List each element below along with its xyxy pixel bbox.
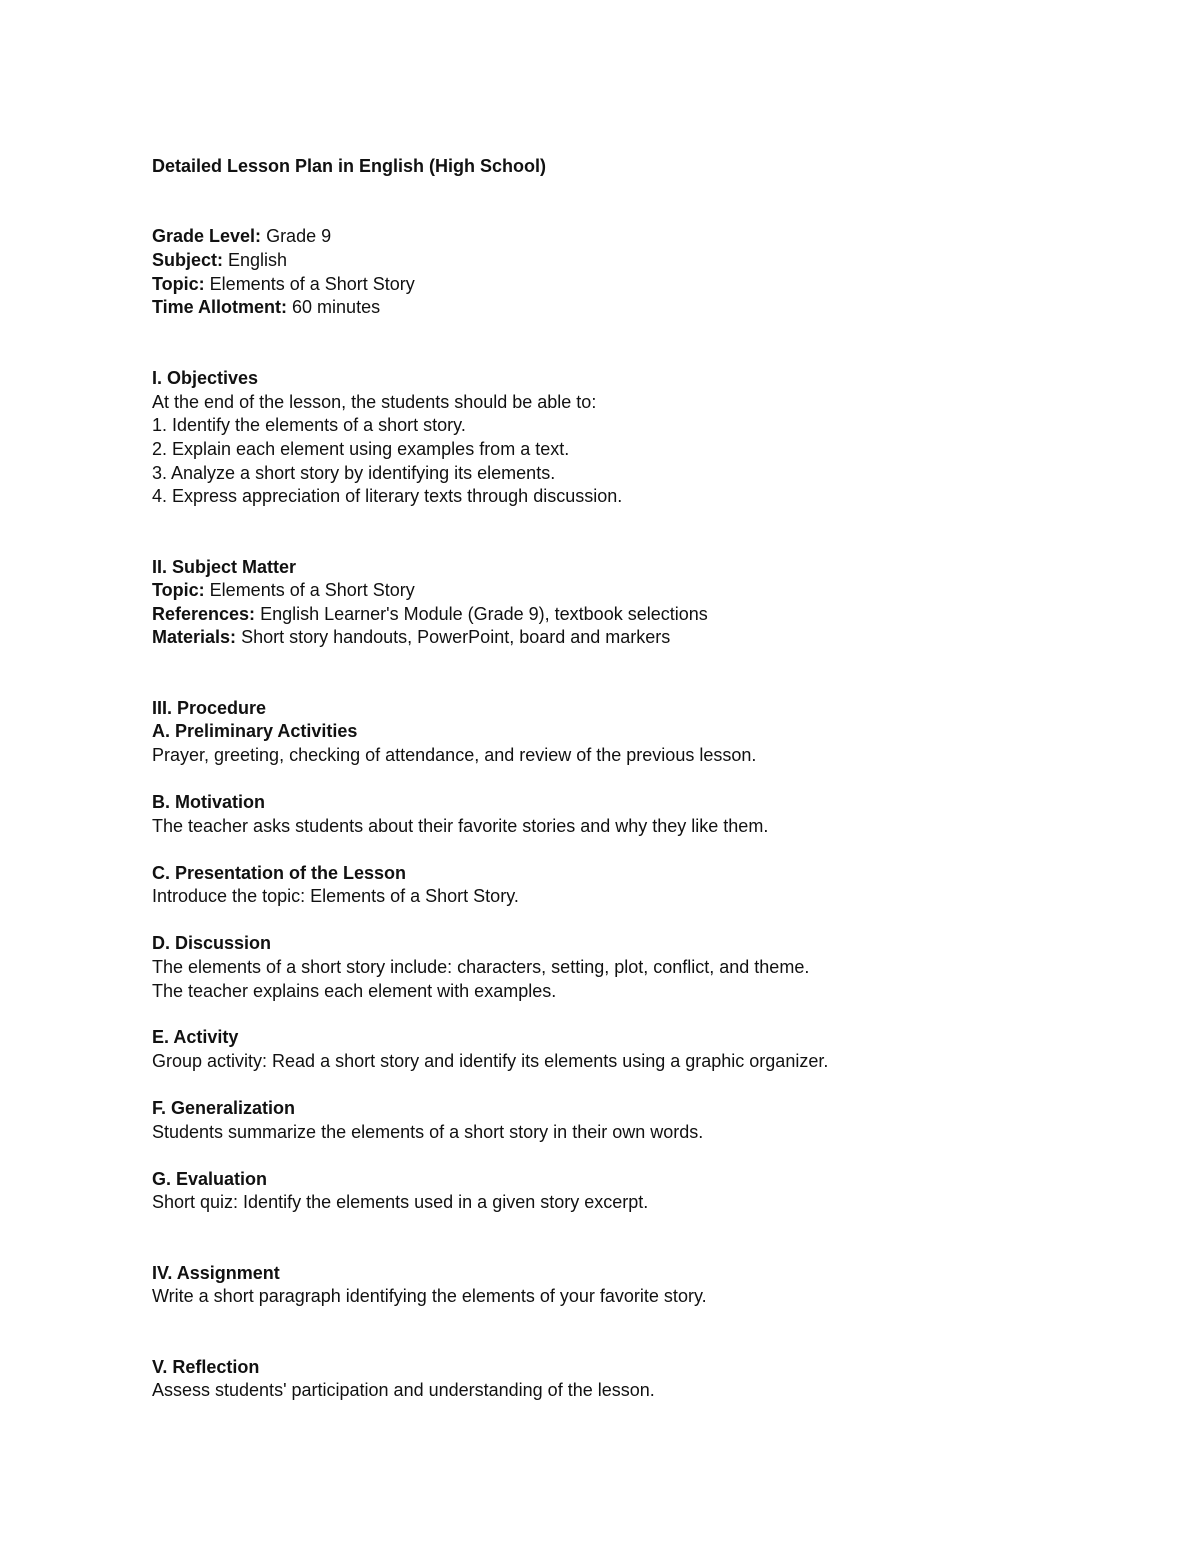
- materials-label: Materials:: [152, 627, 237, 647]
- references-label: References:: [152, 604, 256, 624]
- topic-line: [152, 272, 415, 296]
- reflection-heading: V. Reflection: [152, 1357, 260, 1377]
- objective-item: 2. Explain each element using examples from a text.: [152, 439, 570, 459]
- subject-matter-heading: II. Subject Matter: [152, 557, 297, 577]
- procedure-section-heading: E. Activity: [152, 1027, 239, 1047]
- references-line: [152, 602, 708, 626]
- materials-value: Short story handouts, PowerPoint, board and markers: [241, 627, 671, 647]
- time-allotment-label: Time Allotment:: [152, 297, 288, 317]
- procedure-section-heading: C. Presentation of the Lesson: [152, 863, 407, 883]
- subject-label: Subject:: [152, 250, 224, 270]
- procedure-section-text: The teacher asks students about their favorite stories and why they like them.: [152, 816, 769, 836]
- time-allotment-line: [152, 295, 380, 319]
- procedure-section-heading: B. Motivation: [152, 792, 265, 812]
- procedure-heading: III. Procedure: [152, 698, 267, 718]
- procedure-section-heading: G. Evaluation: [152, 1169, 268, 1189]
- sm-topic-label: Topic:: [152, 580, 205, 600]
- materials-line: [152, 625, 670, 649]
- objective-item: 1. Identify the elements of a short story.: [152, 415, 466, 435]
- sm-topic-value: Elements of a Short Story: [209, 580, 415, 600]
- document-title: Detailed Lesson Plan in English (High School): [152, 156, 547, 176]
- objectives-heading: I. Objectives: [152, 368, 259, 388]
- objectives-intro: At the end of the lesson, the students should be able to:: [152, 392, 597, 412]
- procedure-section-text: Group activity: Read a short story and identify its elements using a graphic organizer.: [152, 1051, 829, 1071]
- sm-topic-line: [152, 578, 415, 602]
- reflection-text: Assess students' participation and understanding of the lesson.: [152, 1380, 655, 1400]
- grade-level-line: [152, 224, 331, 248]
- procedure-section-text: Students summarize the elements of a short story in their own words.: [152, 1122, 704, 1142]
- assignment-heading: IV. Assignment: [152, 1263, 280, 1283]
- procedure-section-text: Short quiz: Identify the elements used in a given story excerpt.: [152, 1192, 649, 1212]
- procedure-section-text: Prayer, greeting, checking of attendance, and review of the previous lesson.: [152, 745, 757, 765]
- assignment-text: Write a short paragraph identifying the elements of your favorite story.: [152, 1286, 707, 1306]
- procedure-section-heading: A. Preliminary Activities: [152, 721, 358, 741]
- time-allotment-value: 60 minutes: [292, 297, 381, 317]
- subject-value: English: [228, 250, 288, 270]
- procedure-section-heading: D. Discussion: [152, 933, 272, 953]
- topic-label: Topic:: [152, 274, 205, 294]
- topic-value: Elements of a Short Story: [209, 274, 415, 294]
- procedure-section-text: The teacher explains each element with examples.: [152, 981, 557, 1001]
- objective-item: 3. Analyze a short story by identifying its elements.: [152, 463, 556, 483]
- references-value: English Learner's Module (Grade 9), textbook selections: [260, 604, 708, 624]
- procedure-section-text: Introduce the topic: Elements of a Short Story.: [152, 886, 519, 906]
- grade-level-value: Grade 9: [266, 226, 332, 246]
- objective-item: 4. Express appreciation of literary texts through discussion.: [152, 486, 623, 506]
- procedure-section-heading: F. Generalization: [152, 1098, 296, 1118]
- subject-line: [152, 248, 287, 272]
- grade-level-label: Grade Level:: [152, 226, 262, 246]
- procedure-section-text: The elements of a short story include: characters, setting, plot, conflict, and theme.: [152, 957, 810, 977]
